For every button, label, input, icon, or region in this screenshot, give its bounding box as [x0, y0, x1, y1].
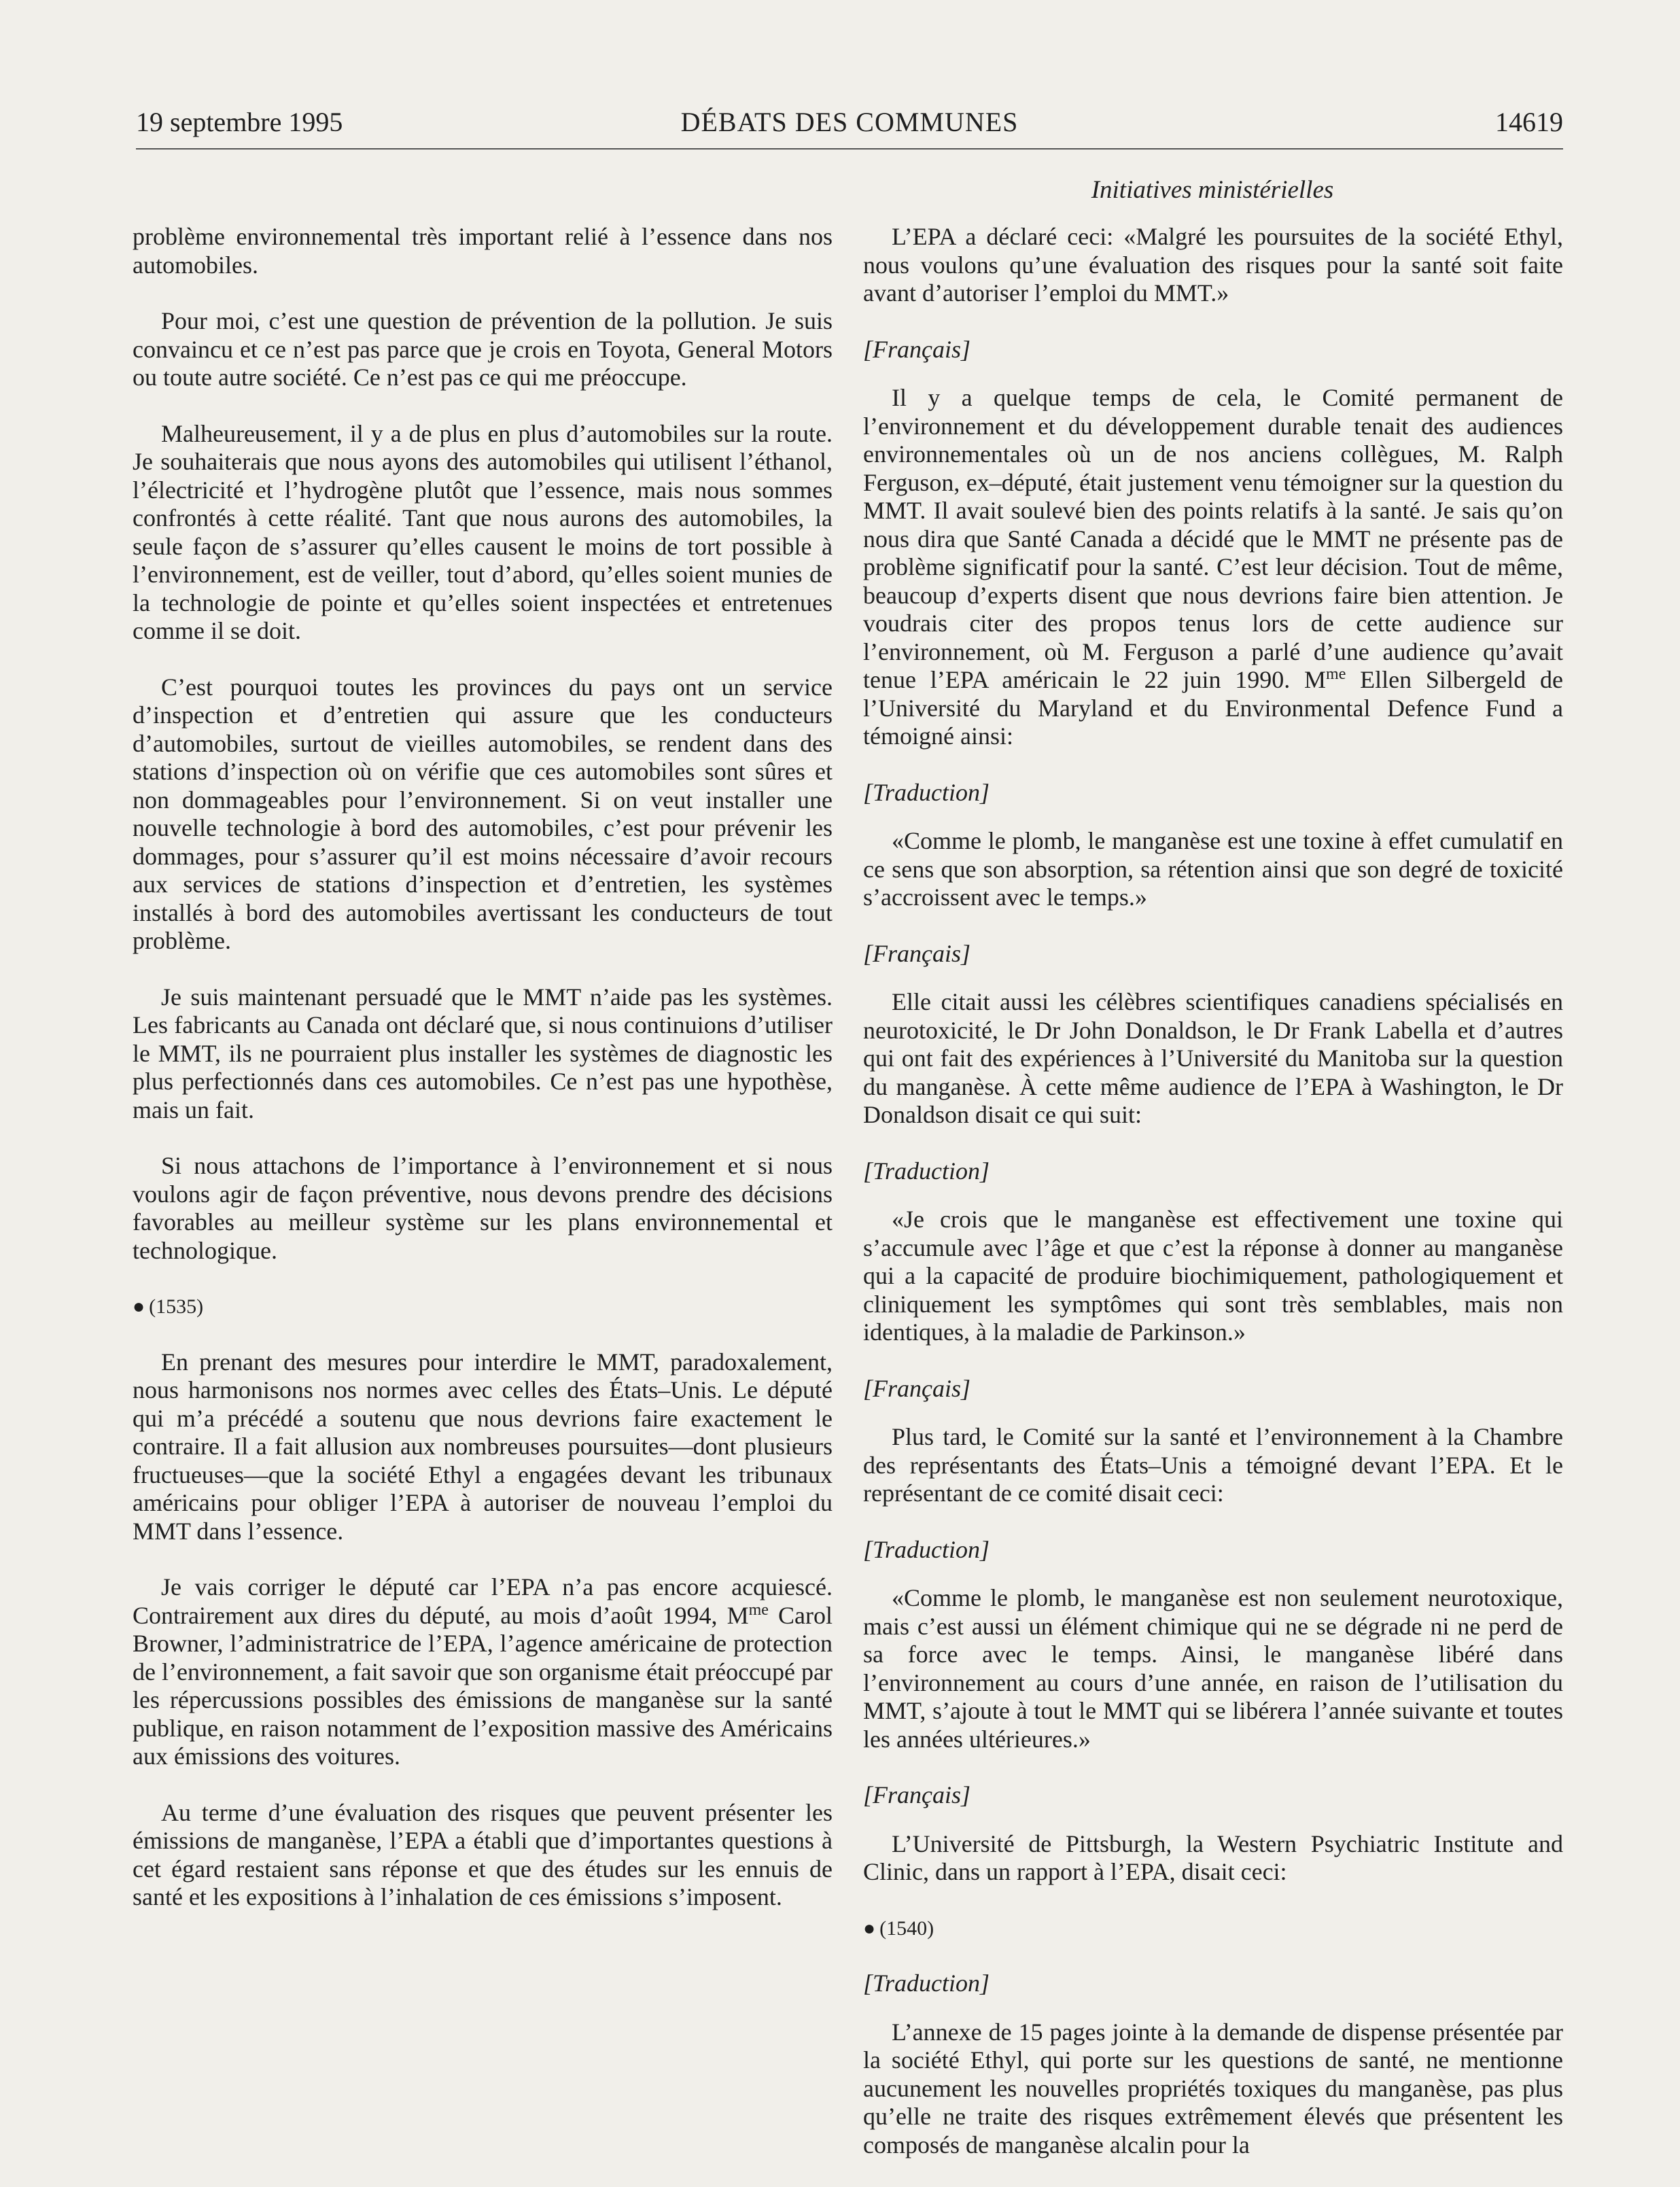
paragraph: problème environnemental très important relié à l’essence dans nos automobiles. [133, 223, 833, 279]
section-heading: Initiatives ministérielles [1091, 176, 1334, 204]
paragraph-text: Je vais corriger le député car l’EPA n’a pas encore acquiescé. Contrairement aux dires du député, au mois d’août 1994, M [133, 1573, 833, 1629]
language-tag: [Traduction] [863, 1535, 990, 1563]
time-marker [133, 1293, 833, 1321]
paragraph: Pour moi, c’est une question de prévention de la pollution. Je suis convaincu et ce n’est pas parce que je crois en Toyota, General Motors ou toute autre société. Ce n’est pas ce qui me préoccupe. [133, 307, 833, 391]
paragraph: Si nous attachons de l’importance à l’environnement et si nous voulons agir de façon préventive, nous devons prendre des décisions favorables au meilleur système sur les plans environnemental et technologique. [133, 1152, 833, 1264]
header-rule [136, 148, 1563, 150]
paragraph: En prenant des mesures pour interdire le MMT, paradoxalement, nous harmonisons nos normes avec celles des États–Unis. Le député qui m’a précédé a soutenu que nous devrions faire exactement le contraire. Il a fait allusion aux nombreuses poursuites—dont plusieurs fructueuses—que la société Ethyl a engagées devant les tribunaux américains pour obliger l’EPA à autoriser de nouveau l’emploi du MMT dans l’essence. [133, 1348, 833, 1545]
paragraph: «Comme le plomb, le manganèse est une toxine à effet cumulatif en ce sens que son absorption, sa rétention ainsi que son degré de toxicité s’accroissent avec le temps.» [863, 827, 1563, 911]
time-marker [863, 1914, 1563, 1943]
paragraph [863, 384, 1563, 751]
paragraph-text: Il y a quelque temps de cela, le Comité permanent de l’environnement et du développement durable tenait des audiences environnementales où un de nos anciens collègues, M. Ralph Ferguson, ex–député, était justement venu témoigner sur la question du MMT. Il avait soulevé bien des points relatifs à la santé. Je sais qu’on nous dira que Santé Canada a décidé que le MMT ne présente pas de problème significatif pour la santé. C’est leur décision. Tout de même, beaucoup d’experts disent que nous devrions faire bien attention. Je voudrais citer des propos tenus lors de cette audience sur l’environnement, où M. Ferguson a parlé d’une audience qu’avait tenue l’EPA américain le 22 juin 1990. M [863, 384, 1563, 693]
language-tag: [Français] [863, 1781, 971, 1808]
paragraph [133, 1573, 833, 1771]
paragraph: Je suis maintenant persuadé que le MMT n’aide pas les systèmes. Les fabricants au Canada ont déclaré que, si nous continuions d’utiliser le MMT, ils ne pourraient plus installer les systèmes de diagnostic les plus perfectionnés dans ces automobiles. Ce n’est pas une hypothèse, mais un fait. [133, 983, 833, 1123]
time-marker-text: (1535) [149, 1295, 204, 1318]
time-marker-text: (1540) [879, 1917, 934, 1940]
paragraph-text: Carol Browner, l’administratrice de l’EPA, l’agence américaine de protection de l’environnement, a fait savoir que son organisme était préoccupé par les répercussions possibles des émissions de manganèse sur la santé publique, en raison notamment de l’exposition massive des Américains aux émissions des voitures. [133, 1601, 833, 1770]
paragraph: C’est pourquoi toutes les provinces du pays ont un service d’inspection et d’entretien qui assure que les conducteurs d’automobiles, surtout de vieilles automobiles, se rendent dans des stations d’inspection où on vérifie que ces automobiles sont sûres et non dommageables pour l’environnement. Si on veut installer une nouvelle technologie à bord des automobiles, c’est pour prévenir les dommages, pour s’assurer qu’il est moins nécessaire d’avoir recours aux services de stations d’inspection et d’entretien, les systèmes installés à bord des automobiles avertissant les conducteurs de tout problème. [133, 673, 833, 954]
paragraph-text: Ellen Silbergeld de l’Université du Maryland et du Environmental Defence Fund a témoigné ainsi: [863, 666, 1563, 750]
paragraph: L’EPA a déclaré ceci: «Malgré les poursuites de la société Ethyl, nous voulons qu’une évaluation des risques pour la santé soit faite avant d’autoriser l’emploi du MMT.» [863, 223, 1563, 307]
bullet-icon: ● [133, 1295, 145, 1318]
paragraph: Malheureusement, il y a de plus en plus d’automobiles sur la route. Je souhaiterais que nous ayons des automobiles qui utilisent l’éthanol, l’électricité et l’hydrogène plutôt que l’essence, mais nous sommes confrontés à cette réalité. Tant que nous aurons des automobiles, la seule façon de s’assurer qu’elles causent le moins de tort possible à l’environnement, est de veiller, tout d’abord, qu’elles soient munies de la technologie de pointe et qu’elles soient inspectées et entretenues comme il se doit. [133, 419, 833, 644]
superscript: me [748, 1600, 769, 1619]
paragraph: «Comme le plomb, le manganèse est non seulement neurotoxique, mais c’est aussi un élément chimique qui ne se dégrade ni ne perd de sa force avec le temps. Ainsi, le manganèse libéré dans l’environnement au cours d’une année, en raison de l’utilisation du MMT, s’ajoute à tout le MMT qui se libérera l’année suivante et toutes les années ultérieures.» [863, 1584, 1563, 1753]
header-date: 19 septembre 1995 [136, 107, 343, 137]
paragraph: «Je crois que le manganèse est effectivement une toxine qui s’accumule avec l’âge et que c’est la réponse à donner au manganèse qui a la capacité de produire biochimiquement, pathologiquement et cliniquement les symptômes qui sont très semblables, mais non identiques, à la maladie de Parkinson.» [863, 1206, 1563, 1346]
left-column [133, 223, 833, 1940]
superscript: me [1326, 665, 1346, 683]
language-tag: [Français] [863, 1374, 971, 1402]
language-tag: [Traduction] [863, 1970, 990, 1997]
language-tag: [Traduction] [863, 1157, 990, 1185]
header-title: DÉBATS DES COMMUNES [680, 107, 1019, 137]
paragraph: Elle citait aussi les célèbres scientifiques canadiens spécialisés en neurotoxicité, le Dr John Donaldson, le Dr Frank Labella et d’autres qui ont fait des expériences à l’Université du Manitoba sur la question du manganèse. À cette même audience de l’EPA à Washington, le Dr Donaldson disait ce qui suit: [863, 988, 1563, 1128]
paragraph: L’annexe de 15 pages jointe à la demande de dispense présentée par la société Ethyl, qui porte sur les questions de santé, ne mentionne aucunement les nouvelles propriétés toxiques du manganèse, pas plus qu’elle ne traite des risques extrêmement élevés que présentent les composés de manganèse alcalin pour la [863, 2018, 1563, 2158]
paragraph: Plus tard, le Comité sur la santé et l’environnement à la Chambre des représentants des États–Unis a témoigné devant l’EPA. Et le représentant de ce comité disait ceci: [863, 1423, 1563, 1507]
paragraph: L’Université de Pittsburgh, la Western Psychiatric Institute and Clinic, dans un rapport à l’EPA, disait ceci: [863, 1830, 1563, 1885]
language-tag: [Français] [863, 939, 971, 967]
header-page-number: 14619 [1495, 107, 1563, 137]
language-tag: [Français] [863, 335, 971, 363]
bullet-icon: ● [863, 1917, 876, 1940]
language-tag: [Traduction] [863, 778, 990, 806]
right-column [863, 223, 1563, 2187]
page-header [136, 106, 1563, 147]
paragraph: Au terme d’une évaluation des risques que peuvent présenter les émissions de manganèse, l’EPA a établi que d’importantes questions à cet égard restaient sans réponse et que des études sur les ennuis de santé et les expositions à l’inhalation de ces émissions s’imposent. [133, 1798, 833, 1910]
